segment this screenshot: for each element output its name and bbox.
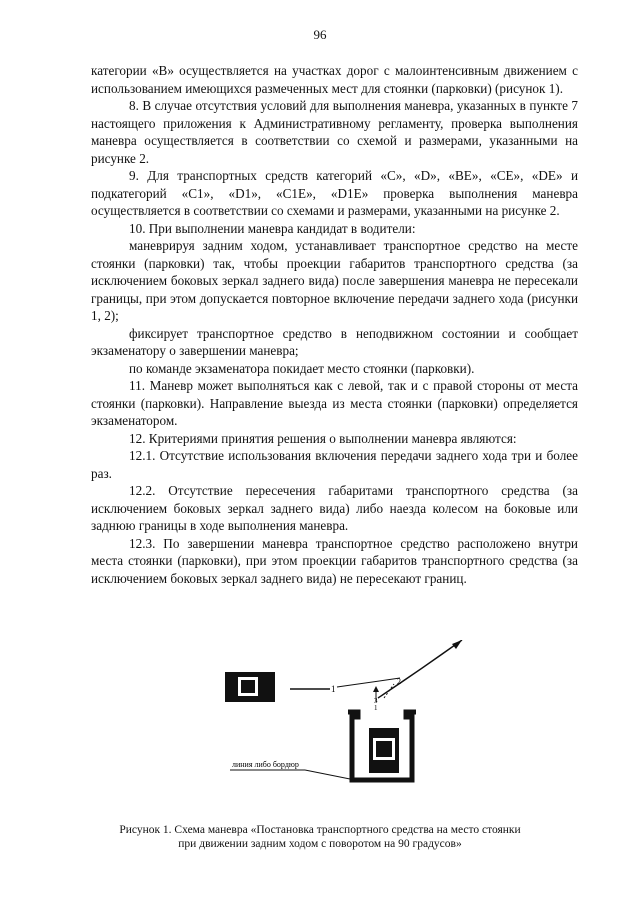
body-text (91, 62, 578, 587)
parked-car-in-bay-inner (376, 741, 392, 757)
arrow-3-head (373, 686, 379, 692)
trajectory-curve (378, 640, 462, 698)
leader-line-1b (337, 678, 400, 687)
paragraph: по команде экзаменатора покидает место стоянки (парковки). (129, 360, 475, 376)
paragraph: категории «B» осуществляется на участках дорог с малоинтенсивным движением с использованием имеющихся размеченных мест для стоянки (парковки) (рисунок 1). (91, 63, 578, 96)
trajectory-arrowhead (452, 640, 462, 649)
mark-2: 2 (397, 677, 401, 686)
maneuver-diagram (210, 640, 470, 790)
paragraph: 12. Критериями принятия решения о выполнении маневра являются: (129, 430, 517, 446)
arrow-2 (384, 684, 394, 698)
mark-1: 1 (331, 684, 336, 694)
paragraph: маневрируя задним ходом, устанавливает транспортное средство на месте стоянки (парковки) так, чтобы проекции габаритов транспортного средства (за исключением боковых зеркал заднего вида) после завершения маневра не пересекали границы, при этом допускается повторное включение передачи заднего хода (рисунки 1, 2); (91, 238, 578, 323)
caption-line-1: Рисунок 1. Схема маневра «Постановка транспортного средства на место стоянки (119, 824, 521, 836)
paragraph: 12.2. Отсутствие пересечения габаритами транспортного средства (за исключением боковых зеркал заднего вида) либо наезда колесом на боковые или заднюю границы в ходе выполнения маневра. (91, 483, 578, 533)
figure-caption (80, 823, 560, 851)
mark-3: 3 (374, 697, 378, 705)
paragraph: 12.3. По завершении маневра транспортное средство расположено внутри места стоянки (парковки), при этом проекции габаритов транспортного средства (за исключением боковых зеркал заднего вида) не пересекают границ. (91, 535, 578, 586)
parked-car-left-inner (241, 680, 255, 693)
mark-1b: 1 (374, 704, 378, 712)
page-number: 96 (313, 27, 327, 42)
line-or-curb-label: линия либо бордюр (232, 760, 299, 769)
paragraph: фиксирует транспортное средство в неподвижном состоянии и сообщает экзаменатору о завершении маневра; (91, 325, 578, 358)
paragraph: 11. Маневр может выполняться как с левой, так и с правой стороны от места стоянки (парковки). Направление выезда из места стоянки (парковки) определяется экзаменатором. (91, 378, 578, 428)
paragraph: 12.1. Отсутствие использования включения передачи заднего хода три и более раз. (91, 448, 578, 481)
caption-line-2: при движении задним ходом с поворотом на 90 градусов» (178, 838, 462, 850)
paragraph: 9. Для транспортных средств категорий «C», «D», «BE», «CE», «DE» и подкатегорий «C1», «D1», «C1E», «D1E» проверка выполнения маневра осуществляется в соответствии со схемами и размерами, указанными на рисунке 2. (91, 168, 578, 218)
paragraph: 8. В случае отсутствия условий для выполнения маневра, указанных в пункте 7 настоящего приложения к Административному регламенту, проверка выполнения маневра осуществляется в соответствии со схемой и размерами, указанными на рисунке 2. (91, 98, 578, 166)
paragraph: 10. При выполнении маневра кандидат в водители: (129, 220, 416, 236)
label-leader (305, 770, 355, 780)
